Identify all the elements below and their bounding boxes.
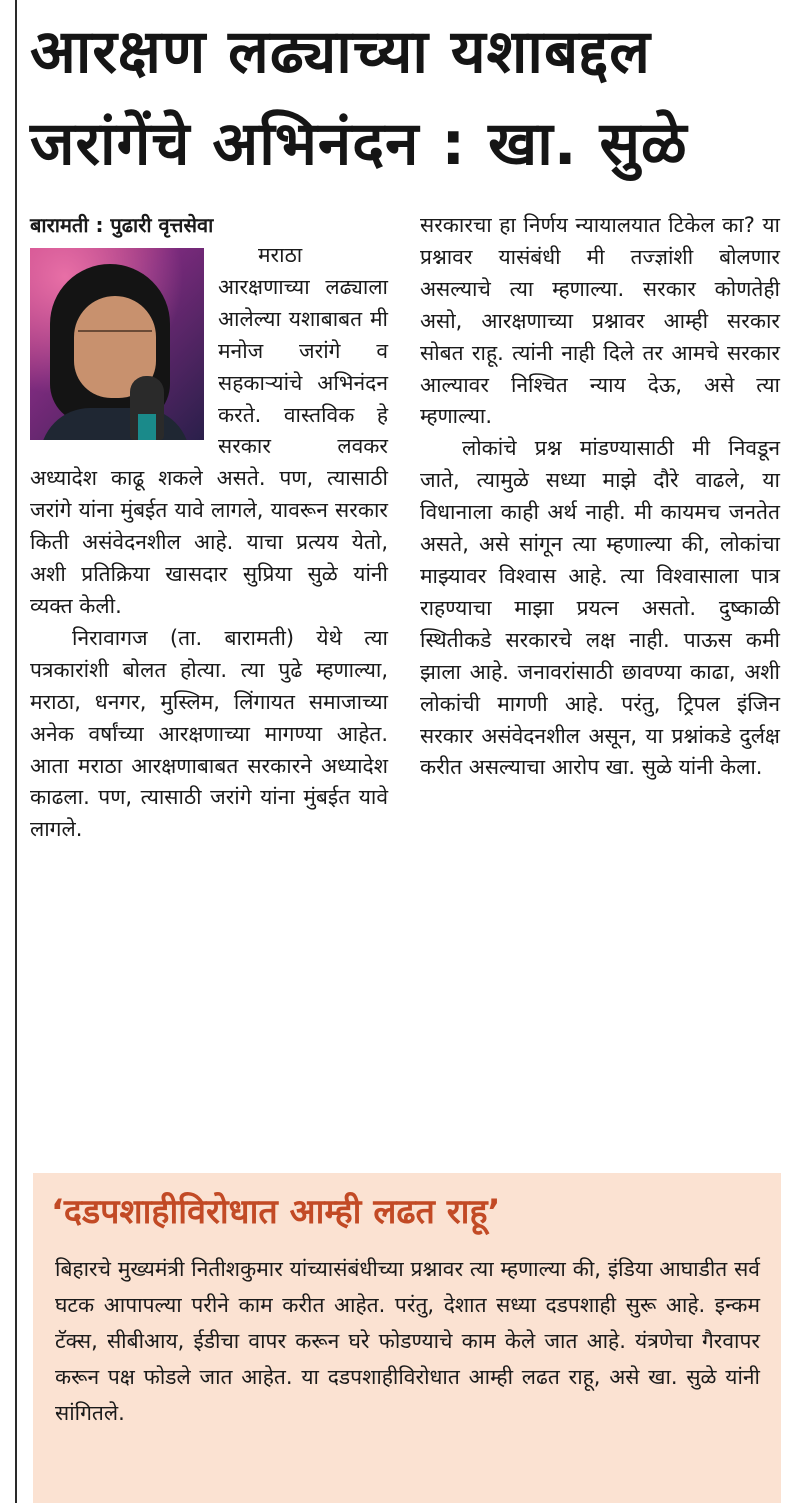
article-left-column: [30, 210, 388, 846]
left-paragraph-2: निरावागज (ता. बारामती) येथे त्या पत्रकारांशी बोलत होत्या. त्या पुढे म्हणाल्या, मराठा, धनगर, मुस्लिम, लिंगायत समाजाच्या अनेक वर्षांच्या आरक्षणाच्या मागण्या आहेत. आता मराठा आरक्षणाबाबत सरकारने अध्यादेश काढला. पण, त्यासाठी जरांगे यांना मुंबईत यावे लागले.: [30, 625, 388, 842]
headline-line-1: आरक्षण लढ्याच्या यशाबद्दल: [30, 17, 651, 87]
right-paragraph-2: लोकांचे प्रश्न मांडण्यासाठी मी निवडून जाते, त्यामुळे सध्या माझे दौरे वाढले, या विधानाला काही अर्थ नाही. मी कायमच जनतेत असते, असे सांगून त्या म्हणाल्या की, लोकांचा माझ्यावर विश्वास आहे. त्या विश्वासाला पात्र राहण्याचा माझा प्रयत्न असतो. दुष्काळी स्थितीकडे सरकारचे लक्ष नाही. पाऊस कमी झाला आहे. जनावरांसाठी छावण्या काढा, अशी लोकांची मागणी आहे. परंतु, ट्रिपल इंजिन सरकार असंवेदनशील असून, या प्रश्नांकडे दुर्लक्ष करीत असल्याचा आरोप खा. सुळे यांनी केला.: [420, 436, 780, 780]
article-right-column: [420, 210, 780, 784]
box-title: ‘दडपशाहीविरोधात आम्ही लढत राहू’: [51, 1192, 501, 1232]
headline-line-2: जरांगेंचे अभिनंदन : खा. सुळे: [30, 109, 688, 179]
left-paragraph-1: मराठा आरक्षणाच्या लढ्याला आलेल्या यशाबाबत मी मनोज जरांगे व सहकाऱ्यांचे अभिनंदन करते. वास्तविक हे सरकार लवकर अध्यादेश काढू शकले असते. पण, त्यासाठी जरांगे यांना मुंबईत यावे लागले, यावरून सरकार किती असंवेदनशील आहे. याचा प्रत्यय येतो, अशी प्रतिक्रिया खासदार सुप्रिया सुळे यांनी व्यक्त केली.: [30, 243, 388, 618]
right-paragraph-1: सरकारचा हा निर्णय न्यायालयात टिकेल का? या प्रश्नावर यासंबंधी मी तज्ज्ञांशी बोलणार असल्याचे त्या म्हणाल्या. सरकार कोणतेही असो, आरक्षणाच्या प्रश्नावर आम्ही सरकार सोबत राहू. त्यांनी नाही दिले तर आमचे सरकार आल्यावर निश्चित न्याय देऊ, असे त्या म्हणाल्या.: [420, 213, 780, 429]
portrait-photo: [30, 248, 204, 440]
headline: [30, 6, 790, 190]
box-text: बिहारचे मुख्यमंत्री नितीशकुमार यांच्यासंबंधीच्या प्रश्नावर त्या म्हणाल्या की, इंडिया आघाडीत सर्व घटक आपापल्या परीने काम करीत आहेत. परंतु, देशात सध्या दडपशाही सुरू आहे. इन्कम टॅक्स, सीबीआय, ईडीचा वापर करून घरे फोडण्याचे काम केले जात आहे. यंत्रणेचा गैरवापर करून पक्ष फोडले जात आहेत. या दडपशाहीविरोधात आम्ही लढत राहू, असे खा. सुळे यांनी सांगितले.: [55, 1257, 760, 1425]
photo-glasses: [78, 330, 152, 346]
byline: बारामती : पुढारी वृत्तसेवा: [30, 213, 214, 237]
sidebar-box: [33, 1173, 781, 1503]
column-rule: [15, 0, 17, 1503]
microphone-band: [138, 414, 156, 440]
